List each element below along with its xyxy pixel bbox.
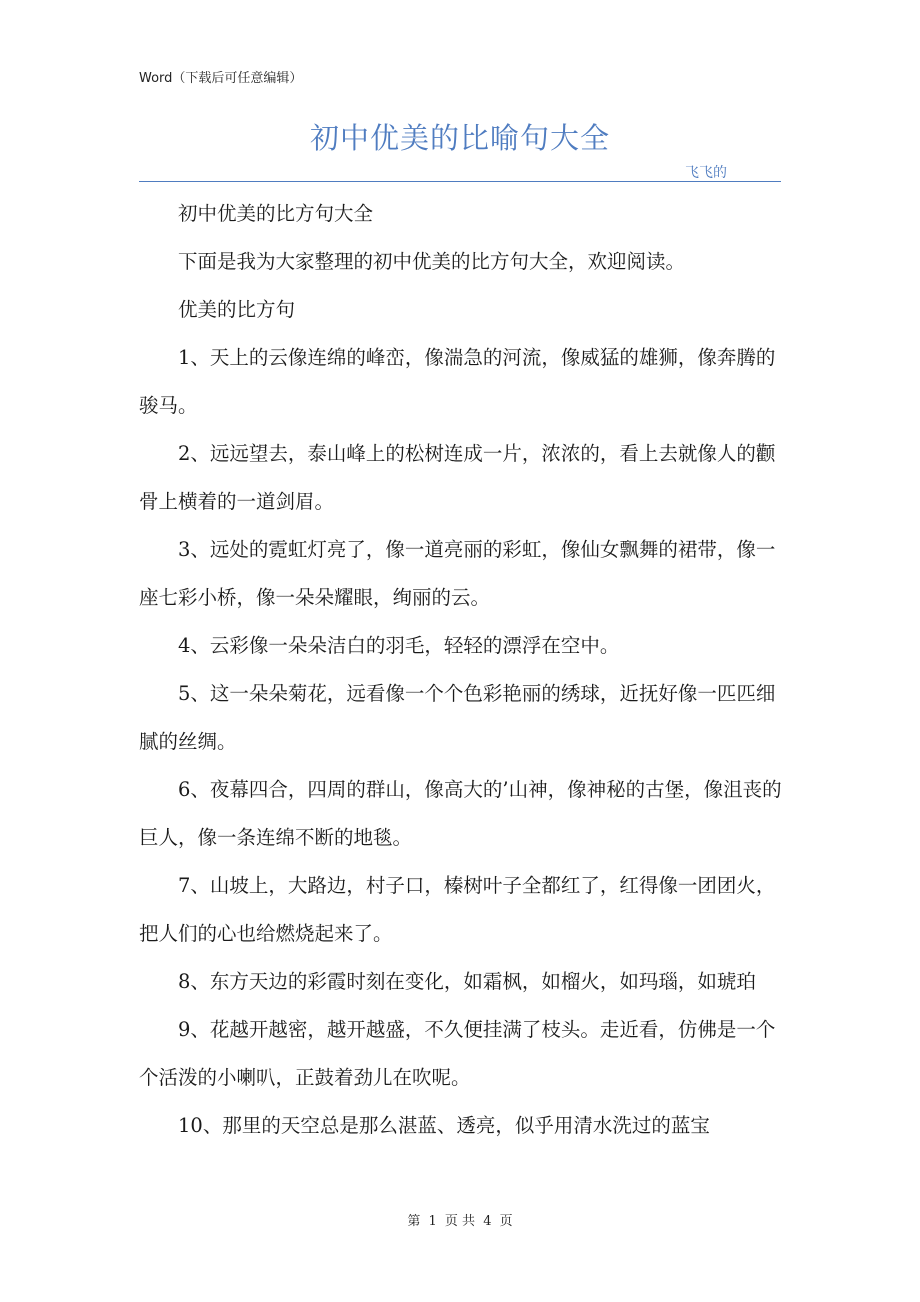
header-note: Word（下载后可任意编辑） — [139, 71, 303, 86]
paragraph: 8、东方天边的彩霞时刻在变化，如霜枫，如榴火，如玛瑙，如琥珀 — [178, 970, 756, 993]
title-divider — [139, 181, 781, 182]
paragraph: 5、这一朵朵菊花，远看像一个个色彩艳丽的绣球，近抚好像一匹匹细腻的丝绸。 — [139, 682, 776, 753]
paragraph: 下面是我为大家整理的初中优美的比方句大全，欢迎阅读。 — [178, 250, 686, 273]
page-label-suffix: 页 — [499, 1214, 513, 1229]
document-author: 飞飞的 — [685, 165, 727, 181]
current-page-number: 1 — [428, 1214, 437, 1229]
paragraph: 优美的比方句 — [178, 298, 296, 321]
paragraph: 9、花越开越密，越开越盛，不久便挂满了枝头。走近看，仿佛是一个个活泼的小喇叭，正鼓着劲儿在吹呢。 — [139, 1018, 776, 1089]
paragraph: 2、远远望去，泰山峰上的松树连成一片，浓浓的，看上去就像人的颧骨上横着的一道剑眉。 — [139, 442, 776, 513]
paragraph: 7、山坡上，大路边，村子口，榛树叶子全都红了，红得像一团团火，把人们的心也给燃烧起来了。 — [139, 874, 776, 945]
document-body — [139, 190, 785, 1150]
paragraph: 初中优美的比方句大全 — [178, 202, 374, 225]
page-label-mid: 页 共 — [444, 1214, 476, 1229]
page-label-prefix: 第 — [407, 1214, 421, 1229]
paragraph: 6、夜幕四合，四周的群山，像高大的’山神，像神秘的古堡，像沮丧的巨人，像一条连绵不断的地毯。 — [139, 778, 782, 849]
page-footer — [0, 1210, 920, 1229]
paragraph: 4、云彩像一朵朵洁白的羽毛，轻轻的漂浮在空中。 — [178, 634, 620, 657]
document-title: 初中优美的比喻句大全 — [309, 121, 610, 155]
total-pages-number: 4 — [483, 1214, 492, 1229]
paragraph: 10、那里的天空总是那么湛蓝、透亮，似乎用清水洗过的蓝宝 — [178, 1114, 710, 1137]
paragraph: 1、天上的云像连绵的峰峦，像湍急的河流，像威猛的雄狮，像奔腾的骏马。 — [139, 346, 776, 417]
paragraph: 3、远处的霓虹灯亮了，像一道亮丽的彩虹，像仙女飘舞的裙带，像一座七彩小桥，像一朵朵耀眼，绚丽的云。 — [139, 538, 776, 609]
